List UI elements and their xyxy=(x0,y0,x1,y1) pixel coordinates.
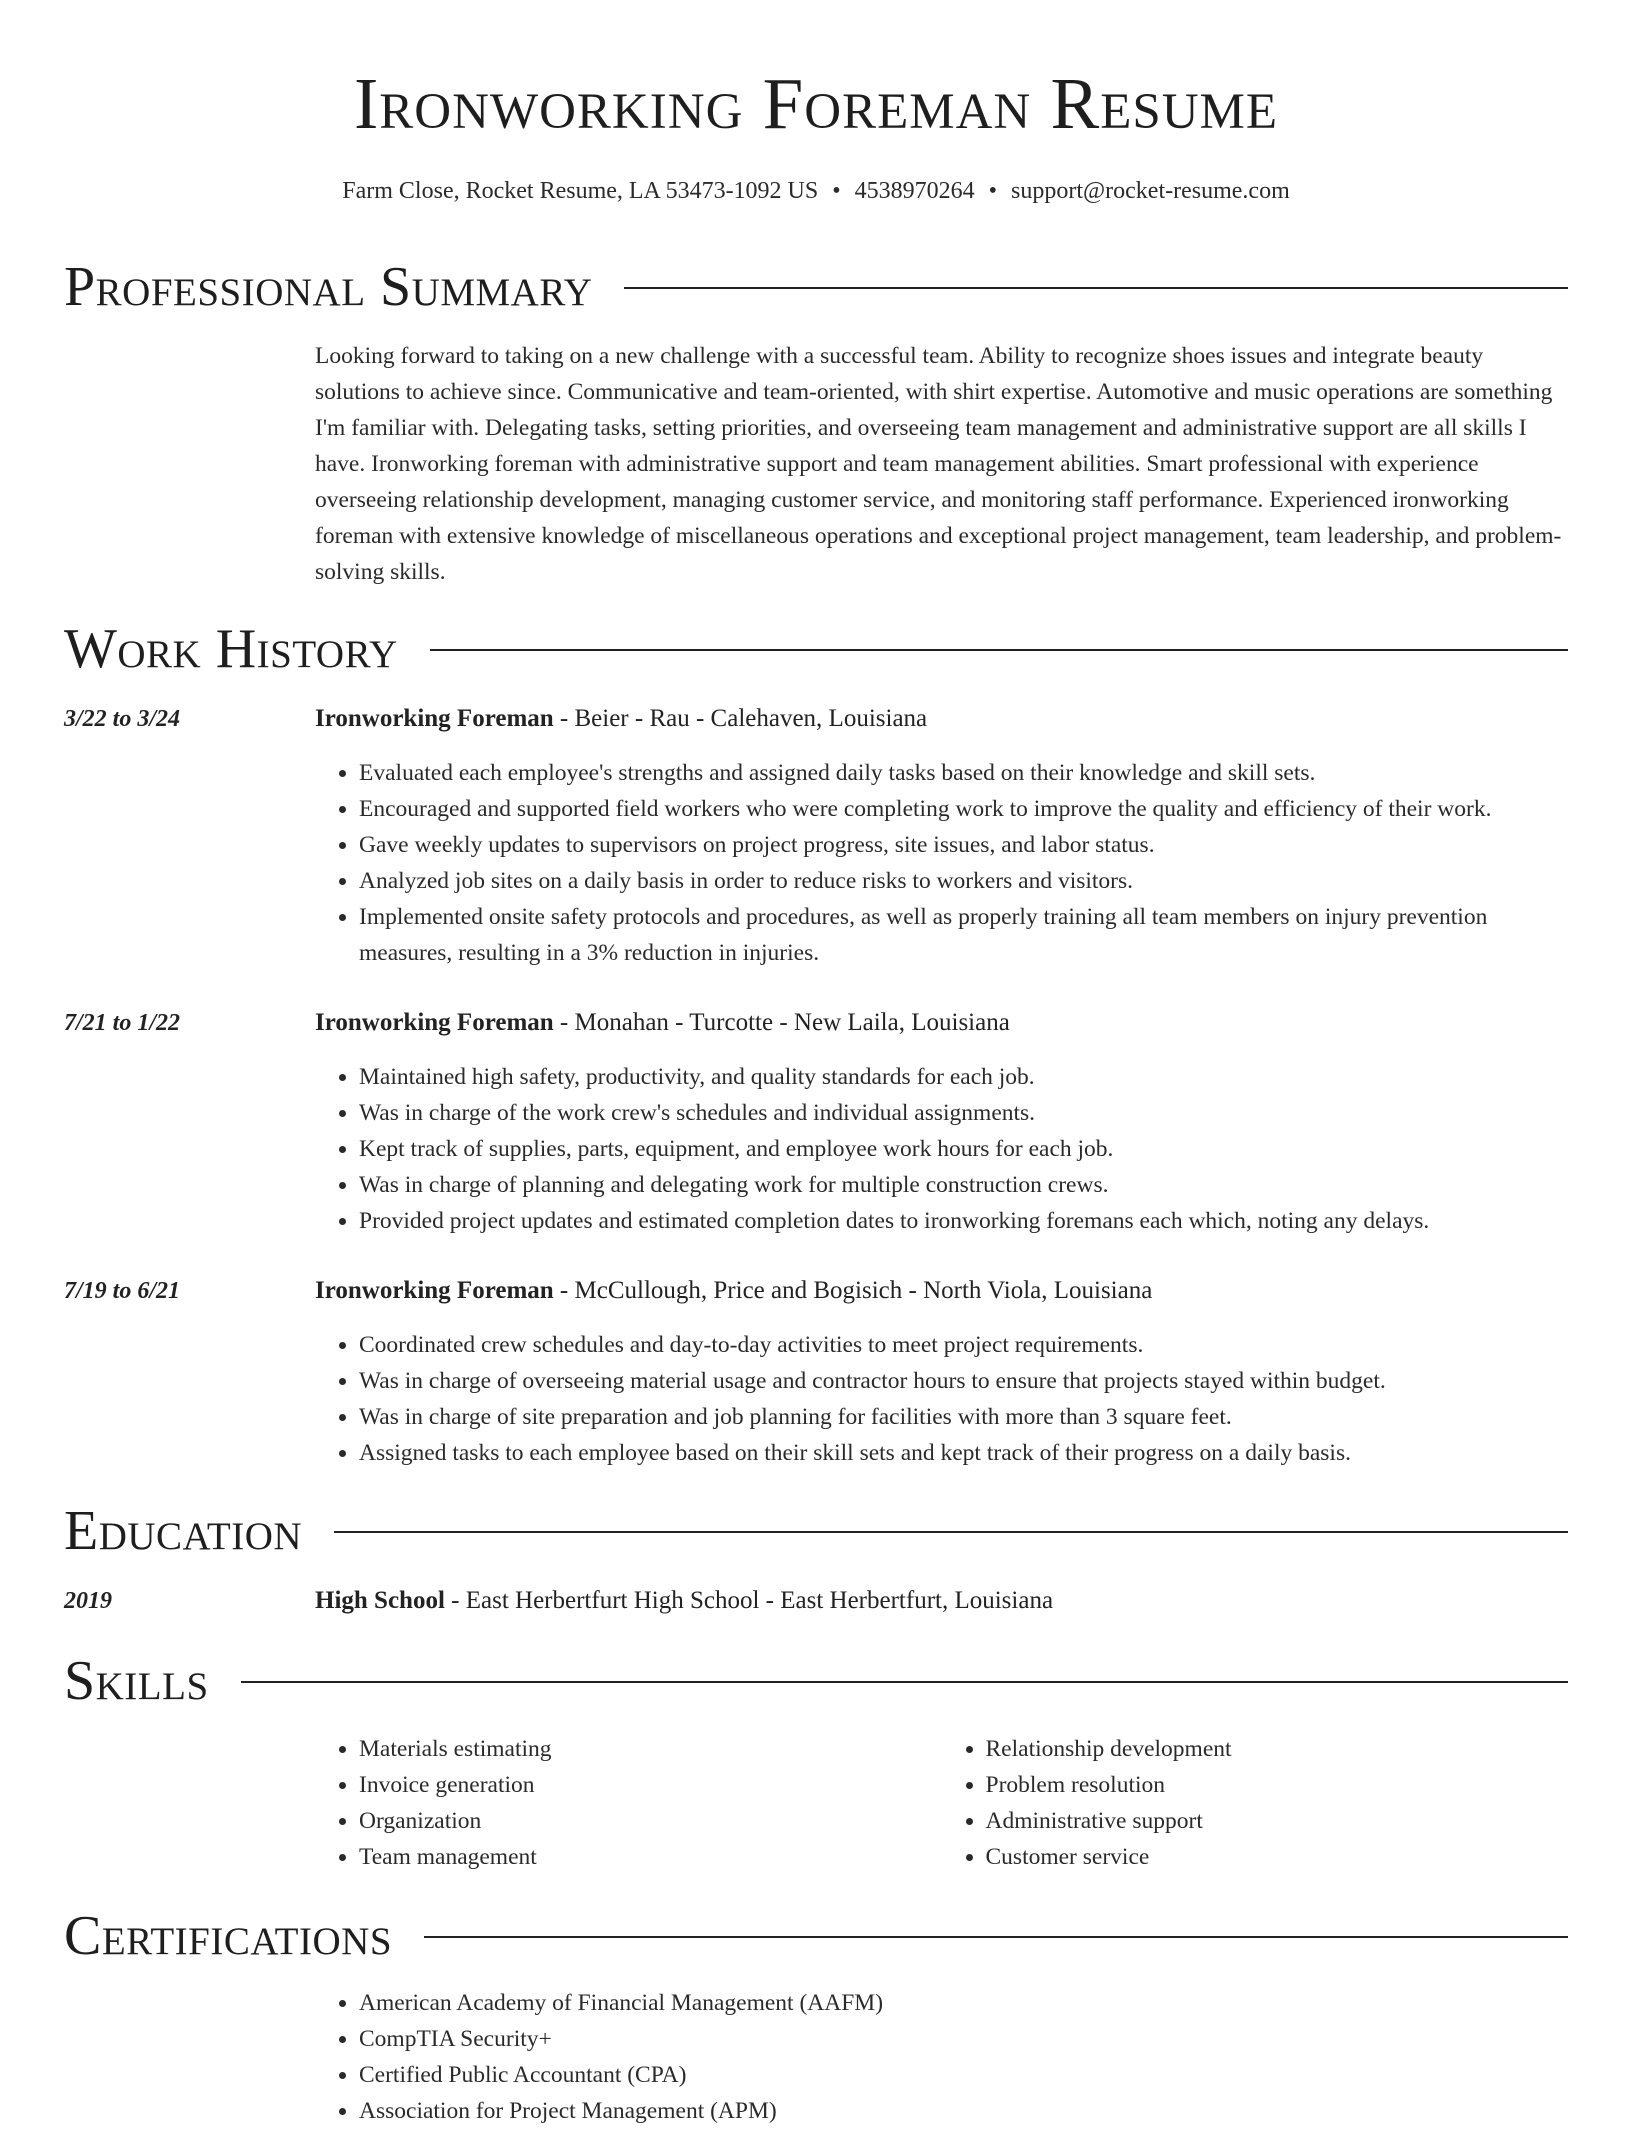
list-item: • Evaluated each employee's strengths and assigned daily tasks based on their knowledge and skill sets. xyxy=(359,755,1568,791)
list-item: • Relationship development xyxy=(986,1731,1569,1767)
list-item: • Was in charge of site preparation and job planning for facilities with more than 3 square feet. xyxy=(359,1399,1568,1435)
list-item: • Analyzed job sites on a daily basis in order to reduce risks to workers and visitors. xyxy=(359,863,1568,899)
section-title: Education xyxy=(64,1500,303,1562)
list-item: • Team management xyxy=(359,1839,942,1875)
job-heading xyxy=(315,1005,1568,1041)
job-bullets xyxy=(315,1059,1568,1239)
list-item: • Association for Project Management (APM) xyxy=(359,2093,1568,2129)
section-title: Work History xyxy=(64,618,398,680)
list-item: • Certified Public Accountant (CPA) xyxy=(359,2057,1568,2093)
job-details: - McCullough, Price and Bogisich - North Viola, Louisiana xyxy=(553,1277,1153,1304)
list-item: • Customer service xyxy=(986,1839,1569,1875)
list-item: • Materials estimating xyxy=(359,1731,942,1767)
skills-column-left xyxy=(315,1731,942,1875)
section-skills xyxy=(64,1646,1568,1716)
list-item: • Gave weekly updates to supervisors on project progress, site issues, and labor status. xyxy=(359,827,1568,863)
list-item: • Provided project updates and estimated completion dates to ironworking foremans each which, noting any delays. xyxy=(359,1203,1568,1239)
job-heading xyxy=(315,1273,1568,1309)
summary-text: Looking forward to taking on a new challenge with a successful team. Ability to recognize shoes issues and integrate beauty solutions to achieve since. Communicative and team-oriented, with shirt expertise. Automotive and music operations are something I'm familiar with. Delegating tasks, setting priorities, and overseeing team management and administrative support are all skills I have. Ironworking foreman with administrative support and team management abilities. Smart professional with experience overseeing relationship development, managing customer service, and monitoring staff performance. Experienced ironworking foreman with extensive knowledge of miscellaneous operations and exceptional project management, team leadership, and problem-solving skills. xyxy=(315,343,1562,585)
job-dates: 3/22 to 3/24 xyxy=(64,706,181,732)
education-degree: High School xyxy=(315,1587,445,1614)
section-rule xyxy=(424,1936,1568,1938)
section-title: Skills xyxy=(64,1650,209,1712)
phone: 4538970264 xyxy=(854,178,975,204)
education-details: - East Herbertfurt High School - East Herbertfurt, Louisiana xyxy=(444,1587,1054,1614)
list-item: • Assigned tasks to each employee based on their skill sets and kept track of their progress on a daily basis. xyxy=(359,1435,1568,1471)
list-item: • Problem resolution xyxy=(986,1767,1569,1803)
section-work-history xyxy=(64,614,1568,684)
section-professional-summary xyxy=(64,252,1568,322)
job-dates: 7/21 to 1/22 xyxy=(64,1010,181,1036)
list-item: • Was in charge of overseeing material usage and contractor hours to ensure that projects stayed within budget. xyxy=(359,1363,1568,1399)
contact-line xyxy=(0,174,1632,208)
job-role: Ironworking Foreman xyxy=(315,1277,554,1304)
certifications-list xyxy=(315,1985,1568,2129)
job-role: Ironworking Foreman xyxy=(315,1009,554,1036)
address: Farm Close, Rocket Resume, LA 53473-1092 US xyxy=(342,178,819,204)
list-item: • American Academy of Financial Management (AAFM) xyxy=(359,1985,1568,2021)
section-certifications xyxy=(64,1901,1568,1971)
job-details: - Beier - Rau - Calehaven, Louisiana xyxy=(553,705,928,732)
section-rule xyxy=(624,287,1568,289)
skills-column-right xyxy=(942,1731,1569,1875)
email: support@rocket-resume.com xyxy=(1011,178,1290,204)
job-bullets xyxy=(315,1327,1568,1471)
contact-separator: • xyxy=(988,178,998,204)
section-title: Certifications xyxy=(64,1905,393,1967)
education-year: 2019 xyxy=(64,1588,112,1614)
section-rule xyxy=(334,1531,1568,1533)
list-item: • Maintained high safety, productivity, and quality standards for each job. xyxy=(359,1059,1568,1095)
section-rule xyxy=(241,1681,1568,1683)
list-item: • Kept track of supplies, parts, equipment, and employee work hours for each job. xyxy=(359,1131,1568,1167)
resume-name: Ironworking Foreman Resume xyxy=(353,63,1279,144)
list-item: • Coordinated crew schedules and day-to-day activities to meet project requirements. xyxy=(359,1327,1568,1363)
list-item: • Administrative support xyxy=(986,1803,1569,1839)
list-item: • Implemented onsite safety protocols and procedures, as well as properly training all team members on injury prevention measures, resulting in a 3% reduction in injuries. xyxy=(359,899,1568,971)
section-education xyxy=(64,1496,1568,1566)
job-heading xyxy=(315,701,1568,737)
job-bullets xyxy=(315,755,1568,971)
list-item: • CompTIA Security+ xyxy=(359,2021,1568,2057)
section-title: Professional Summary xyxy=(64,256,593,318)
list-item: • Encouraged and supported field workers who were completing work to improve the quality and efficiency of their work. xyxy=(359,791,1568,827)
job-details: - Monahan - Turcotte - New Laila, Louisiana xyxy=(553,1009,1010,1036)
job-role: Ironworking Foreman xyxy=(315,705,554,732)
skills-list xyxy=(315,1731,1568,1875)
list-item: • Was in charge of planning and delegating work for multiple construction crews. xyxy=(359,1167,1568,1203)
contact-separator: • xyxy=(832,178,841,204)
education-heading xyxy=(315,1583,1568,1619)
list-item: • Organization xyxy=(359,1803,942,1839)
section-rule xyxy=(430,649,1568,651)
list-item: • Was in charge of the work crew's schedules and individual assignments. xyxy=(359,1095,1568,1131)
list-item: • Invoice generation xyxy=(359,1767,942,1803)
job-dates: 7/19 to 6/21 xyxy=(64,1278,181,1304)
